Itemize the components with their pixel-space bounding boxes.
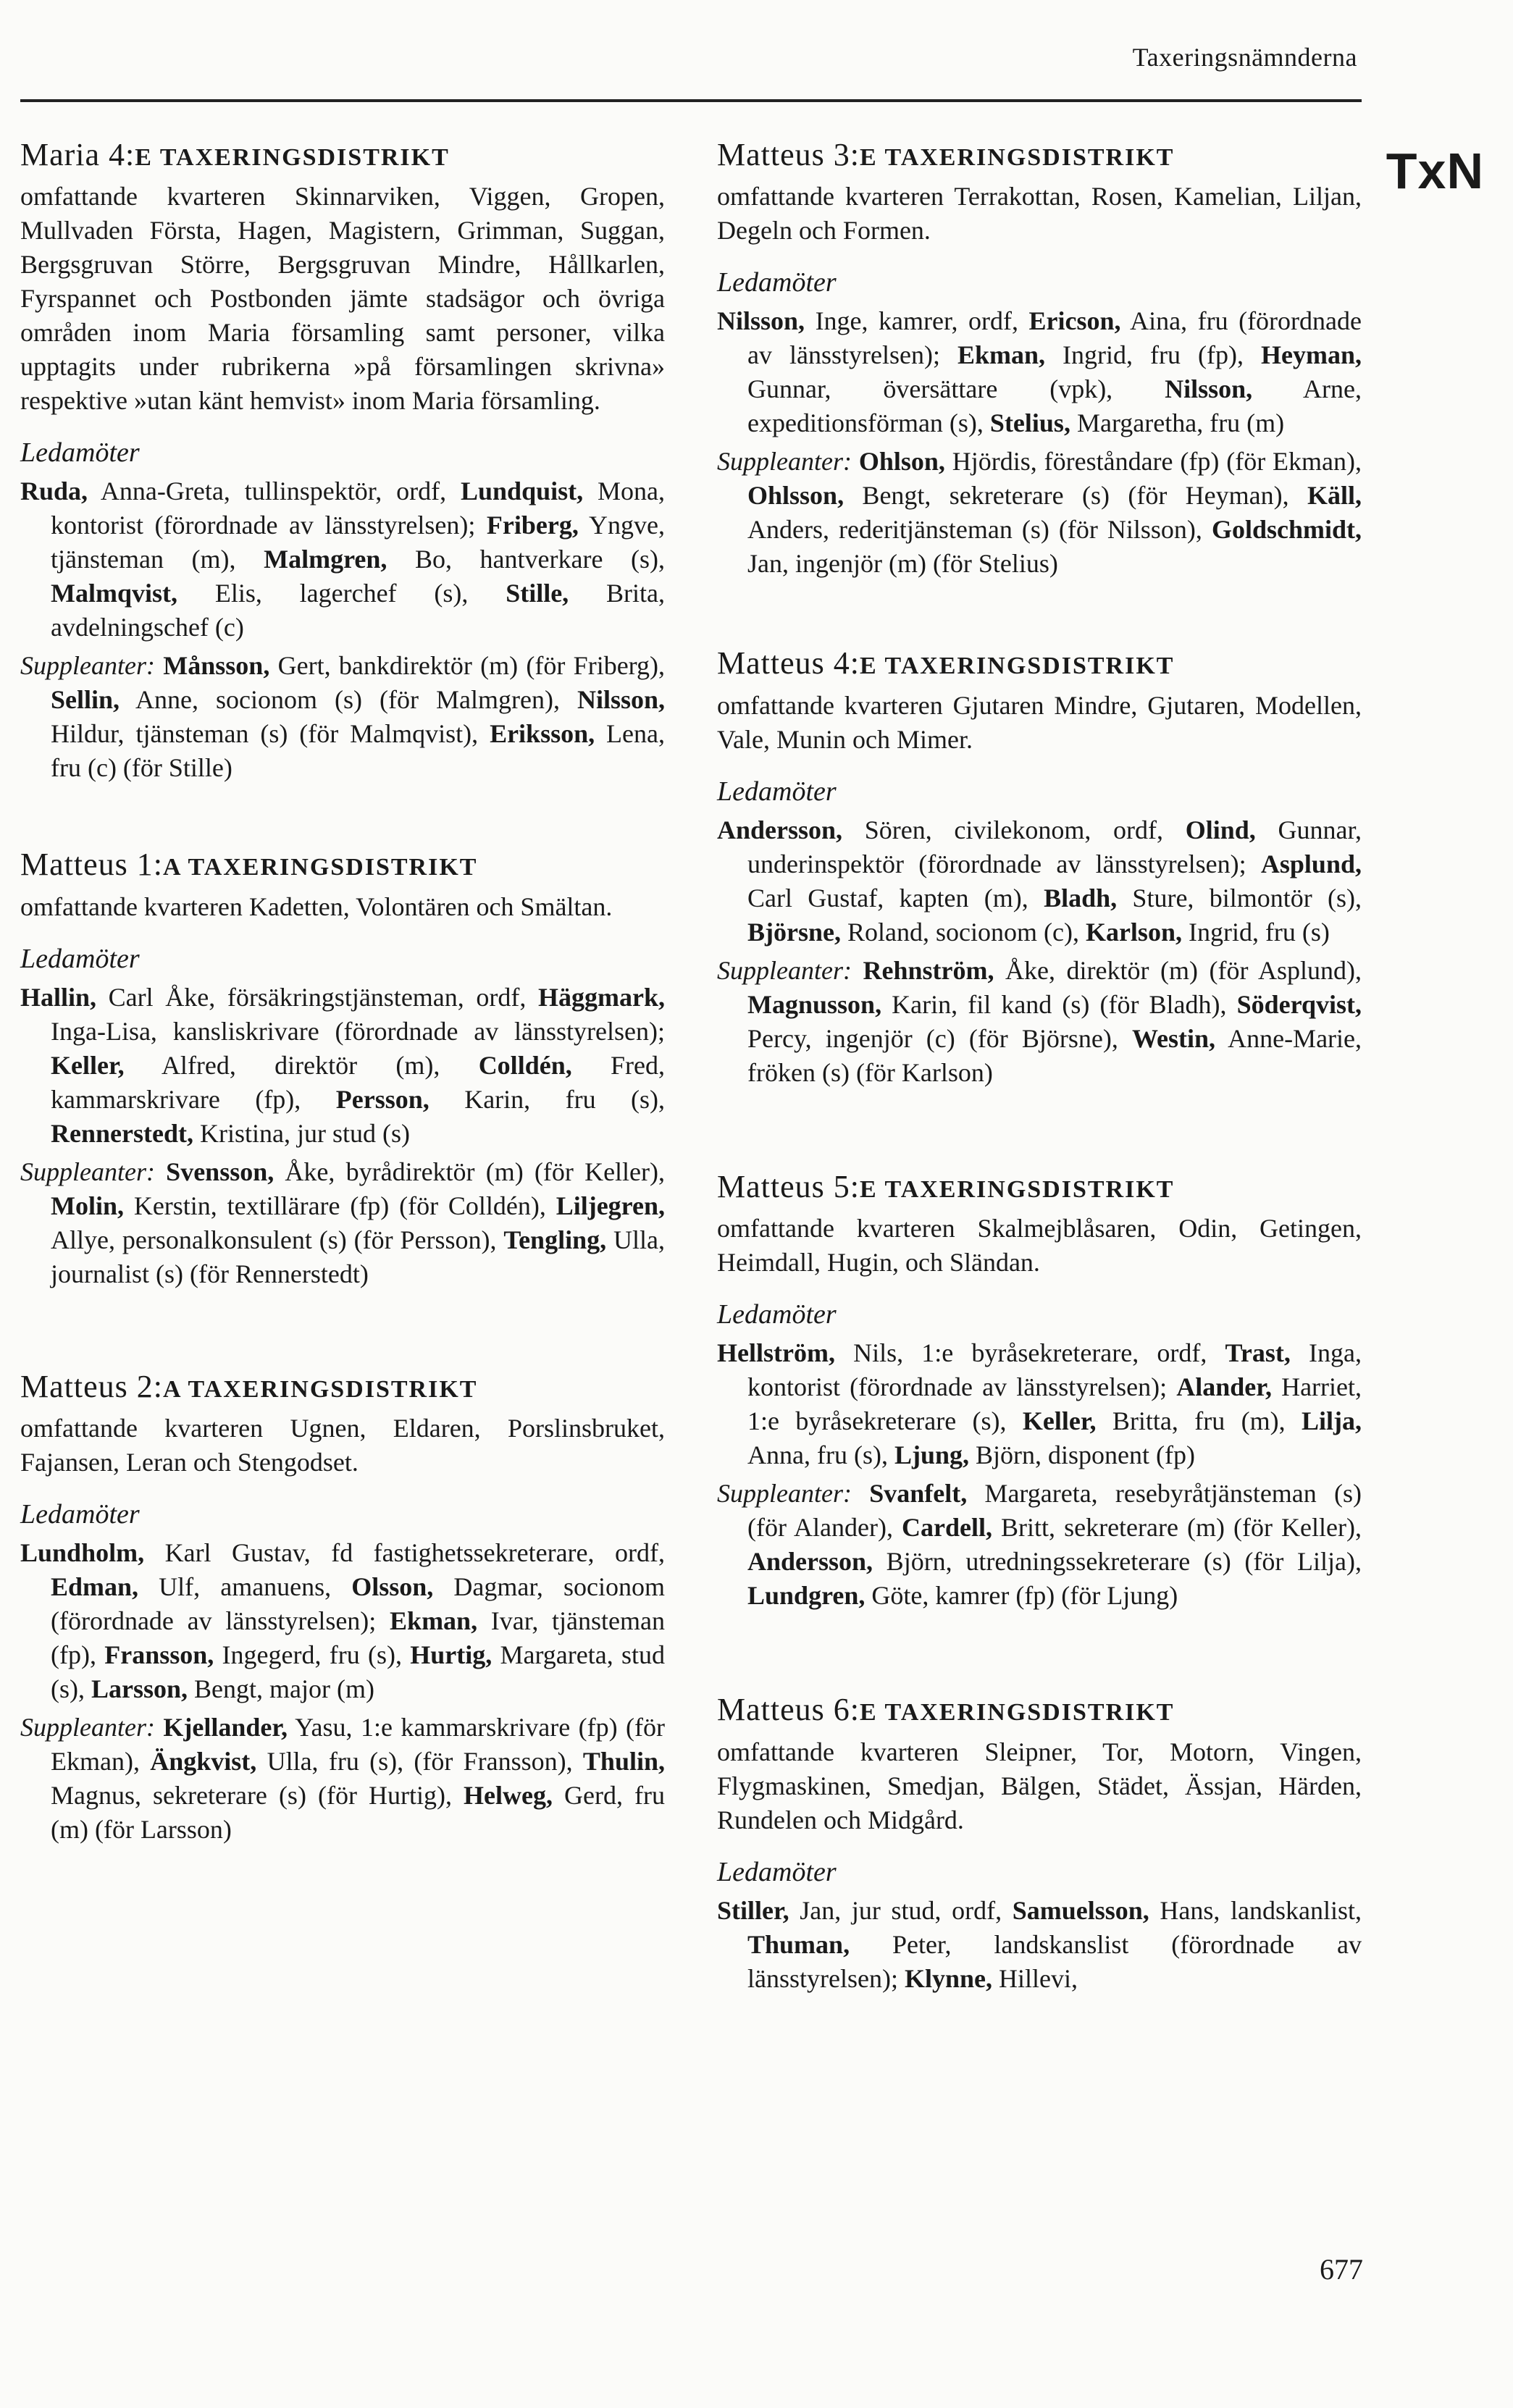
person-name: Colldén,	[478, 1050, 572, 1080]
person-info: Allye, personalkonsulent (s) (för Persson),	[51, 1225, 504, 1254]
person-info: Anders, rederitjänsteman (s) (för Nilsson),	[747, 515, 1212, 545]
district-heading-lead: Matteus 1:	[20, 847, 163, 883]
members-list	[717, 1336, 1362, 1472]
district-heading-rest: A TAXERINGSDISTRIKT	[162, 854, 478, 881]
person-info: Ingegerd, fru (s),	[214, 1640, 411, 1670]
person-name: Häggmark,	[538, 982, 665, 1012]
person-info: Hillevi,	[992, 1963, 1078, 1993]
members-list	[717, 304, 1362, 440]
person-info: Jan, jur stud, ordf,	[789, 1895, 1013, 1925]
person-name: Ruda,	[20, 477, 88, 506]
person-info: Lena, fru (c) (för Stille)	[51, 719, 665, 783]
person-name: Karlson,	[1085, 917, 1182, 947]
deputies-label: Suppleanter:	[20, 651, 155, 681]
person-name: Sellin,	[51, 685, 120, 715]
person-info: Magnus, sekreterare (s) (för Hurtig),	[51, 1781, 464, 1811]
person-name: Larsson,	[91, 1674, 188, 1704]
person-name: Magnusson,	[747, 989, 882, 1019]
members-label: Ledamöter	[717, 1299, 837, 1330]
district-heading-lead: Matteus 2:	[20, 1368, 163, 1404]
person-name: Olind,	[1185, 815, 1256, 844]
person-info: Hildur, tjänsteman (s) (för Malmqvist),	[51, 719, 490, 749]
person-name: Söderqvist,	[1236, 989, 1362, 1019]
person-info: Sören, civilekonom, ordf,	[842, 815, 1186, 844]
district-heading-lead: Matteus 3:	[717, 137, 860, 172]
person-name: Malmqvist,	[51, 579, 177, 608]
person-info: Carl Åke, försäkringstjänsteman, ordf,	[96, 982, 538, 1012]
person-info: Sture, bilmontör (s),	[1117, 883, 1362, 913]
person-name: Ohlsson,	[747, 481, 844, 511]
person-info: Nils, 1:e byråsekreterare, ordf,	[834, 1338, 1225, 1368]
person-name: Ekman,	[390, 1606, 478, 1636]
person-info: Carl Gustaf, kapten (m),	[747, 883, 1044, 913]
header-rule	[20, 99, 1362, 102]
person-info: Dagmar, socionom (förordnade av länsstyrelsen);	[51, 1572, 665, 1636]
person-name: Lilja,	[1301, 1406, 1362, 1436]
district-description: omfattande kvarteren Kadetten, Volontären och Smältan.	[20, 892, 613, 921]
person-info: Björn, disponent (fp)	[969, 1440, 1195, 1470]
district-heading	[717, 138, 1362, 172]
person-info: Britt, sekreterare (m) (för Keller),	[992, 1513, 1362, 1543]
person-info: Elis, lagerchef (s),	[177, 579, 506, 608]
person-info: Ingrid, fru (fp),	[1045, 340, 1261, 370]
person-name: Ohlson,	[858, 447, 945, 477]
person-name: Lundgren,	[747, 1581, 866, 1611]
district-heading-rest: E TAXERINGSDISTRIKT	[135, 144, 450, 171]
person-name: Nilsson,	[1165, 374, 1253, 404]
person-name: Westin,	[1131, 1023, 1215, 1053]
deputies-label: Suppleanter:	[20, 1157, 155, 1186]
person-name: Hallin,	[20, 982, 97, 1012]
deputies-label: Suppleanter:	[717, 447, 852, 477]
district-heading	[20, 1369, 665, 1404]
person-name: Liljegren,	[556, 1191, 665, 1220]
district-section	[20, 847, 665, 1291]
deputies-list	[20, 649, 665, 785]
person-name: Månsson,	[163, 651, 270, 681]
person-info: Åke, byrådirektör (m) (för Keller),	[274, 1157, 666, 1186]
person-info: Gunnar, underinspektör (förordnade av länsstyrelsen);	[747, 815, 1362, 878]
members-label: Ledamöter	[20, 943, 140, 974]
members-label: Ledamöter	[717, 267, 837, 298]
person-name: Goldschmidt,	[1211, 515, 1362, 545]
person-info: Fred, kammarskrivare (fp),	[51, 1050, 665, 1114]
person-info: Percy, ingenjör (c) (för Björsne),	[747, 1023, 1132, 1053]
person-name: Edman,	[51, 1572, 139, 1602]
deputies-list	[717, 954, 1362, 1090]
person-info: Hjördis, föreståndare (fp) (för Ekman),	[944, 447, 1362, 477]
person-info: Margaretha, fru (m)	[1070, 408, 1285, 438]
person-info: Hans, landskanlist,	[1149, 1895, 1362, 1925]
district-heading	[20, 847, 665, 882]
deputies-label: Suppleanter:	[717, 955, 852, 985]
members-label: Ledamöter	[717, 776, 837, 807]
person-name: Svensson,	[166, 1157, 274, 1186]
person-info: Bengt, sekreterare (s) (för Heyman),	[844, 481, 1307, 511]
person-name: Keller,	[51, 1050, 125, 1080]
person-name: Tengling,	[503, 1225, 607, 1254]
district-section	[20, 1369, 665, 1847]
district-section	[717, 1170, 1362, 1613]
district-heading-lead: Matteus 5:	[717, 1168, 860, 1204]
person-info: Göte, kamrer (fp) (för Ljung)	[865, 1581, 1178, 1611]
person-name: Kjellander,	[163, 1713, 288, 1742]
district-section	[717, 1692, 1362, 1995]
members-label: Ledamöter	[20, 1499, 140, 1530]
person-info: Karin, fil kand (s) (för Bladh),	[881, 989, 1237, 1019]
person-info: Ulla, fru (s), (för Fransson),	[256, 1747, 583, 1776]
district-heading	[717, 646, 1362, 681]
person-info: Margareta, resebyråtjänsteman (s) (för Alander),	[747, 1479, 1362, 1543]
left-column	[20, 138, 665, 1851]
person-name: Rennerstedt,	[51, 1118, 193, 1148]
person-name: Trast,	[1225, 1338, 1291, 1368]
person-name: Svanfelt,	[869, 1479, 968, 1509]
person-info: Karl Gustav, fd fastighetssekreterare, ordf,	[144, 1538, 665, 1568]
district-heading-rest: E TAXERINGSDISTRIKT	[859, 1175, 1175, 1203]
person-name: Andersson,	[747, 1547, 873, 1577]
members-list	[717, 813, 1362, 949]
district-heading-rest: E TAXERINGSDISTRIKT	[859, 653, 1175, 680]
person-name: Bladh,	[1044, 883, 1118, 913]
person-name: Nilsson,	[717, 306, 805, 336]
person-info: Yasu, 1:e kammarskrivare (fp) (för Ekman),	[51, 1713, 665, 1776]
district-heading-rest: A TAXERINGSDISTRIKT	[162, 1375, 478, 1403]
person-name: Heyman,	[1261, 340, 1362, 370]
deputies-list	[20, 1711, 665, 1847]
person-name: Andersson,	[717, 815, 843, 844]
person-info: Ulf, amanuens,	[138, 1572, 352, 1602]
person-name: Ericson,	[1028, 306, 1121, 336]
person-name: Björsne,	[747, 917, 841, 947]
person-name: Helweg,	[464, 1781, 553, 1811]
district-heading-lead: Matteus 6:	[717, 1692, 860, 1728]
district-heading	[717, 1692, 1362, 1727]
person-info: Aina, fru (förordnade av länsstyrelsen);	[747, 306, 1362, 370]
person-info: Inga-Lisa, kansliskrivare (förordnade av länsstyrelsen);	[51, 1016, 665, 1046]
person-name: Hurtig,	[410, 1640, 493, 1670]
person-info: Inge, kamrer, ordf,	[805, 306, 1029, 336]
district-section	[717, 646, 1362, 1089]
person-name: Stille,	[506, 579, 569, 608]
person-name: Fransson,	[104, 1640, 214, 1670]
person-info: Anna-Greta, tullinspektör, ordf,	[88, 477, 461, 506]
person-info: Margareta, stud (s),	[51, 1640, 666, 1704]
district-description: omfattande kvarteren Skinnarviken, Viggen, Gropen, Mullvaden Första, Hagen, Magistern, Grimman, Suggan, Bergsgruvan Större, Bergsgruvan Mindre, Hållkarlen, Fyrspannet och Postbonden jämte stadsägor och övriga områden inom Maria församling samt personer, vilka upptagits under rubrikerna »på församlingen skrivna» respektive »utan känt hemvist» inom Maria församling.	[20, 182, 665, 416]
members-label: Ledamöter	[20, 437, 140, 469]
person-name: Thulin,	[582, 1747, 665, 1776]
person-name: Cardell,	[902, 1513, 992, 1543]
person-info: Peter, landskanslist (förordnade av länsstyrelsen);	[747, 1929, 1362, 1993]
person-info: Inga, kontorist (förordnade av länsstyrelsen);	[747, 1338, 1362, 1402]
person-name: Olsson,	[351, 1572, 434, 1602]
person-name: Malmgren,	[264, 545, 387, 574]
district-section	[717, 138, 1362, 581]
person-info: Anna, fru (s),	[747, 1440, 894, 1470]
person-info: Bo, hantverkare (s),	[387, 545, 666, 574]
person-name: Lundquist,	[461, 477, 584, 506]
person-info: Anne, socionom (s) (för Malmgren),	[120, 685, 577, 715]
person-info: Ingrid, fru (s)	[1181, 917, 1330, 947]
person-name: Molin,	[51, 1191, 125, 1220]
person-info: Arne, expeditionsförman (s),	[747, 374, 1362, 438]
members-label: Ledamöter	[717, 1856, 837, 1887]
district-description: omfattande kvarteren Terrakottan, Rosen, Kamelian, Liljan, Degeln och Formen.	[717, 182, 1362, 246]
person-name: Ängkvist,	[150, 1747, 257, 1776]
person-info: Britta, fru (m),	[1096, 1406, 1302, 1436]
deputies-list	[717, 445, 1362, 581]
person-info: Ulla, journalist (s) (för Rennerstedt)	[51, 1225, 665, 1288]
person-info: Björn, utredningssekreterare (s) (för Lilja),	[873, 1547, 1362, 1577]
running-head: Taxeringsnämnderna	[1132, 43, 1357, 72]
district-description: omfattande kvarteren Sleipner, Tor, Motorn, Vingen, Flygmaskinen, Smedjan, Bälgen, Städet, Ässjan, Härden, Rundelen och Midgård.	[717, 1737, 1362, 1834]
person-info: Gunnar, översättare (vpk),	[747, 374, 1165, 404]
person-info: Kerstin, textillärare (fp) (för Colldén),	[124, 1191, 556, 1220]
person-name: Thuman,	[747, 1929, 850, 1959]
person-name: Ljung,	[894, 1440, 969, 1470]
district-heading-rest: E TAXERINGSDISTRIKT	[859, 1699, 1175, 1727]
page-number: 677	[1320, 2253, 1363, 2286]
district-heading-lead: Maria 4:	[20, 137, 135, 172]
district-description: omfattande kvarteren Ugnen, Eldaren, Porslinsbruket, Fajansen, Leran och Stengodset.	[20, 1414, 665, 1477]
members-list	[20, 474, 665, 645]
person-name: Samuelsson,	[1012, 1895, 1149, 1925]
person-name: Klynne,	[904, 1963, 992, 1993]
person-info: Yngve, tjänsteman (m),	[51, 511, 666, 574]
person-name: Stiller,	[717, 1895, 789, 1925]
person-info: Alfred, direktör (m),	[124, 1050, 479, 1080]
person-name: Lundholm,	[20, 1538, 145, 1568]
members-list	[20, 981, 665, 1151]
deputies-label: Suppleanter:	[20, 1713, 155, 1742]
person-info: Mona, kontorist (förordnade av länsstyrelsen);	[51, 477, 665, 540]
person-name: Alander,	[1176, 1372, 1272, 1402]
members-list	[717, 1894, 1362, 1996]
person-info: Gerd, fru (m) (för Larsson)	[51, 1781, 665, 1845]
district-description: omfattande kvarteren Skalmejblåsaren, Odin, Getingen, Heimdall, Hugin, och Sländan.	[717, 1214, 1362, 1278]
deputies-label: Suppleanter:	[717, 1479, 852, 1509]
person-info: Harriet, 1:e byråsekreterare (s),	[747, 1372, 1362, 1436]
person-name: Stelius,	[989, 408, 1070, 438]
person-info: Åke, direktör (m) (för Asplund),	[994, 955, 1362, 985]
person-info: Jan, ingenjör (m) (för Stelius)	[747, 549, 1058, 579]
thumb-index: TxN	[1386, 143, 1484, 199]
person-name: Eriksson,	[490, 719, 595, 749]
person-name: Keller,	[1022, 1406, 1097, 1436]
right-column	[717, 138, 1362, 2000]
deputies-list	[717, 1477, 1362, 1613]
person-info: Brita, avdelningschef (c)	[51, 579, 665, 642]
district-section	[20, 138, 665, 785]
person-info: Anne-Marie, fröken (s) (för Karlson)	[747, 1023, 1362, 1087]
members-list	[20, 1536, 665, 1706]
district-heading	[717, 1170, 1362, 1204]
person-info: Ivar, tjänsteman (fp),	[51, 1606, 666, 1670]
person-info: Gert, bankdirektör (m) (för Friberg),	[269, 651, 666, 681]
person-name: Friberg,	[486, 511, 579, 540]
district-heading	[20, 138, 665, 172]
person-info: Karin, fru (s),	[429, 1084, 666, 1114]
person-info: Bengt, major (m)	[188, 1674, 374, 1704]
district-heading-rest: E TAXERINGSDISTRIKT	[859, 144, 1175, 171]
district-description: omfattande kvarteren Gjutaren Mindre, Gjutaren, Modellen, Vale, Munin och Mimer.	[717, 690, 1362, 754]
person-name: Asplund,	[1260, 849, 1362, 878]
person-name: Hellström,	[717, 1338, 835, 1368]
person-name: Rehnström,	[863, 955, 994, 985]
person-name: Persson,	[335, 1084, 429, 1114]
person-info: Kristina, jur stud (s)	[193, 1118, 410, 1148]
person-info: Roland, socionom (c),	[841, 917, 1086, 947]
person-name: Nilsson,	[577, 685, 665, 715]
deputies-list	[20, 1155, 665, 1291]
district-heading-lead: Matteus 4:	[717, 645, 860, 681]
person-name: Ekman,	[957, 340, 1046, 370]
person-name: Käll,	[1307, 481, 1362, 511]
